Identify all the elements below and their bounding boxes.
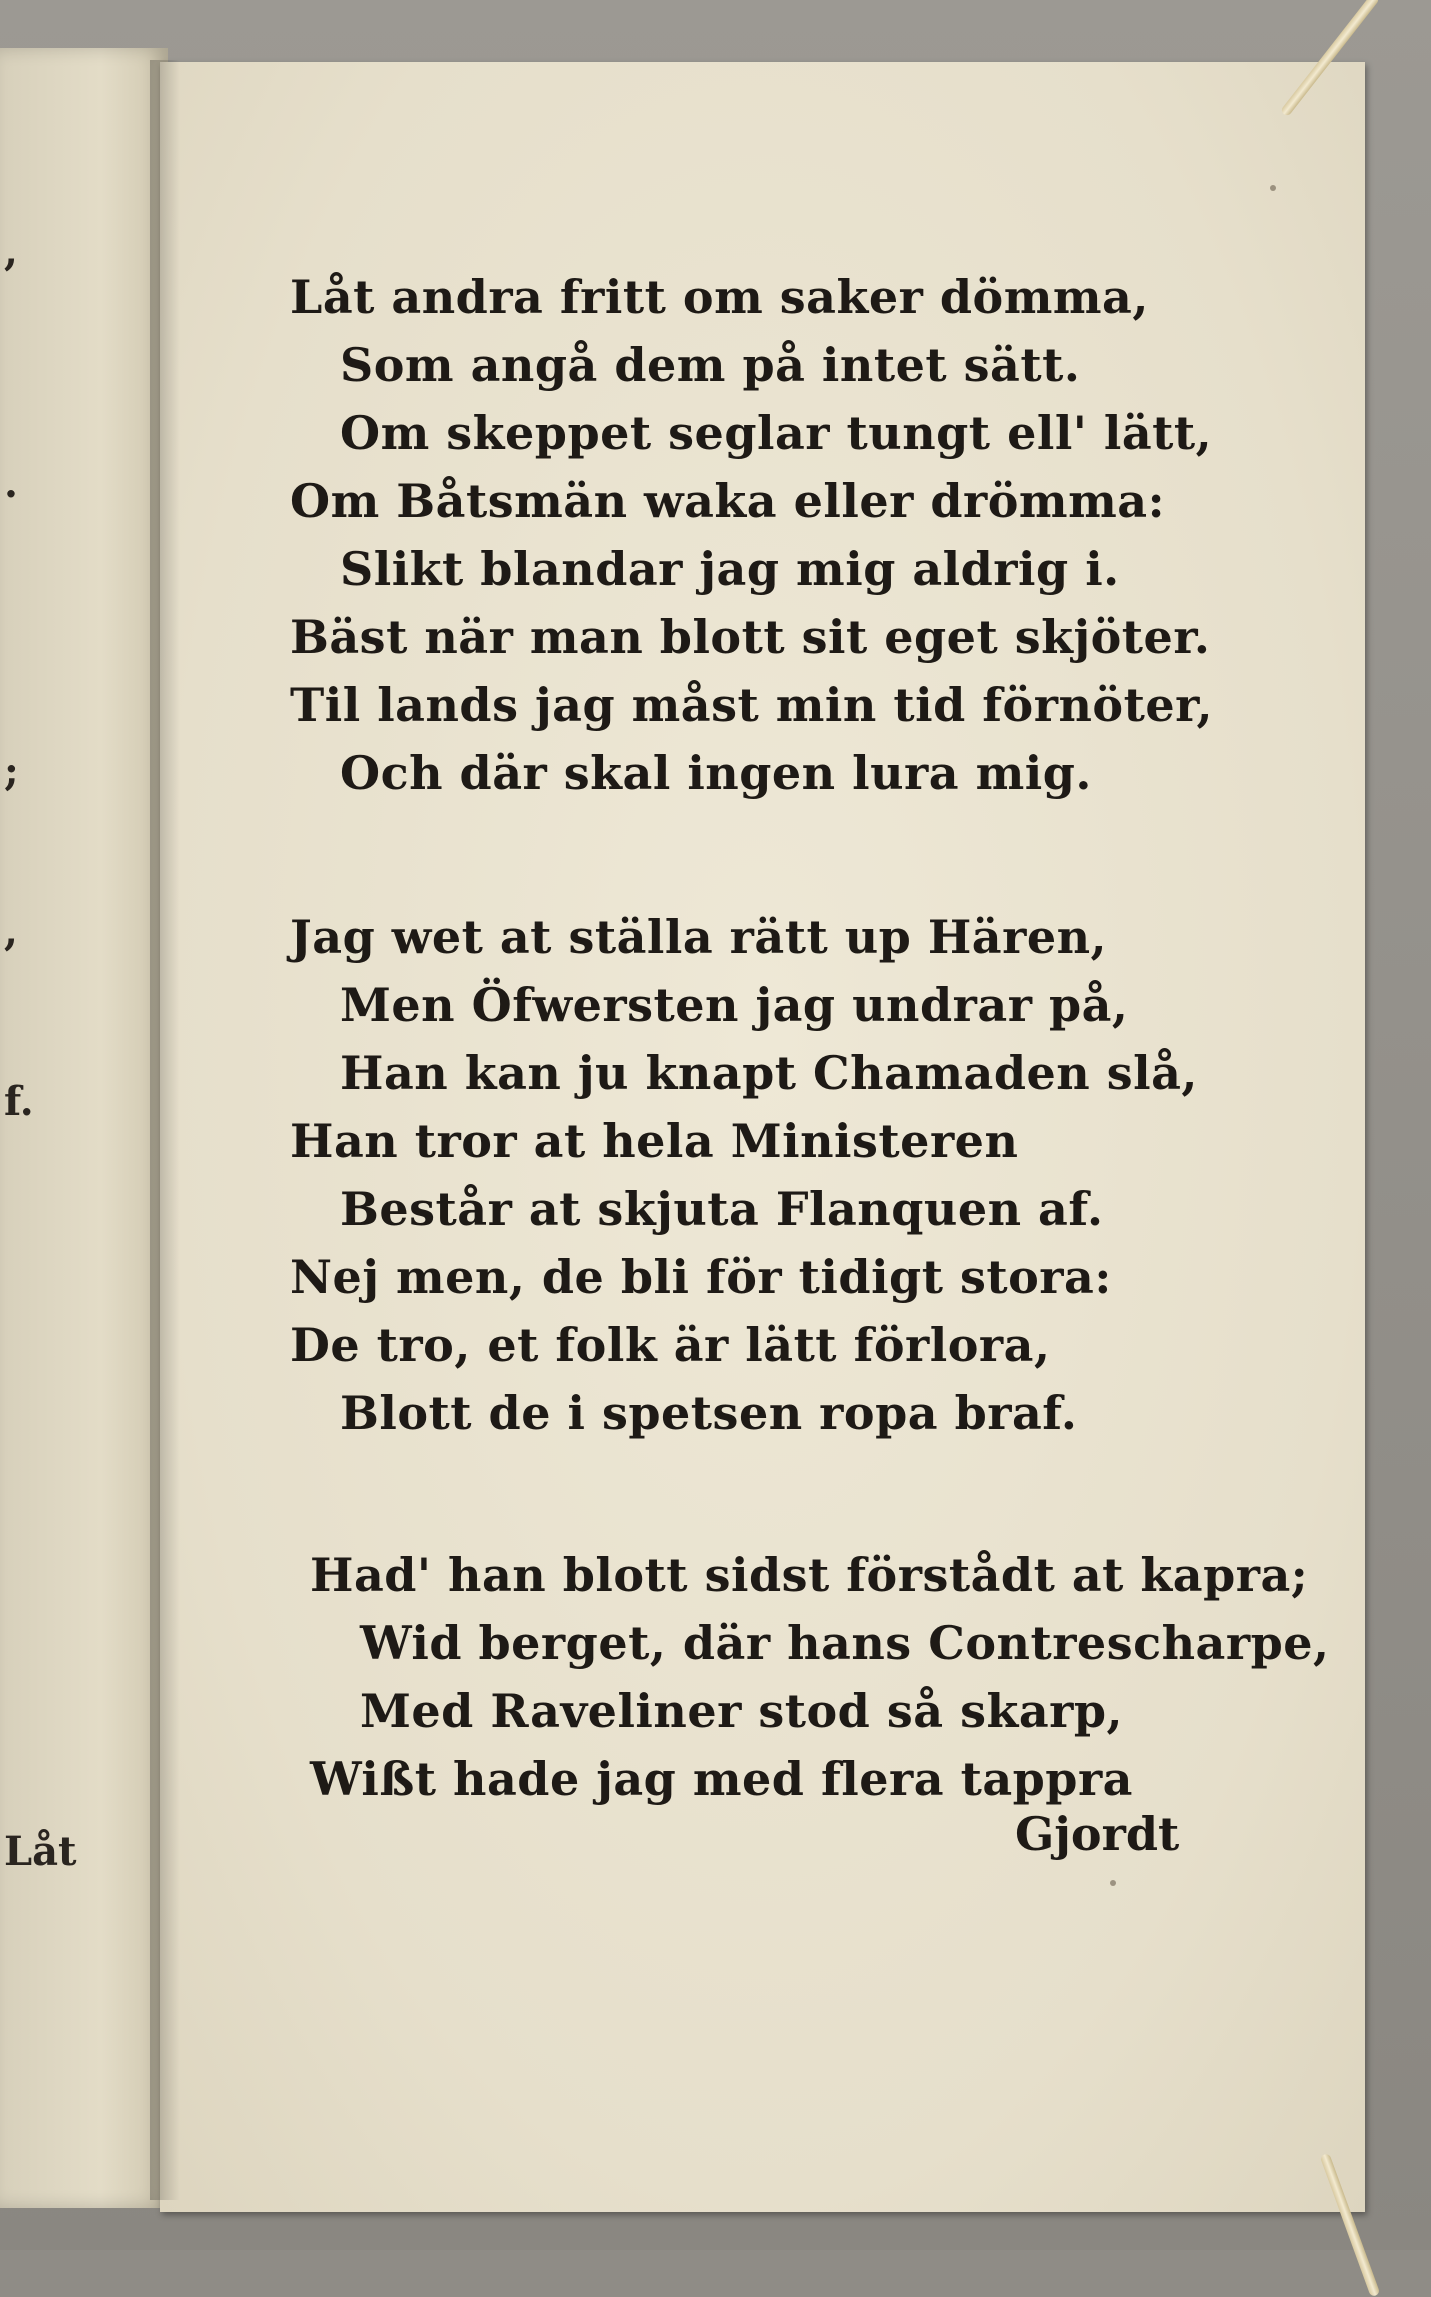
verse-line: Och där skal ingen lura mig.: [340, 746, 1092, 800]
verse-line: Består at skjuta Flanquen af.: [340, 1182, 1104, 1236]
verse-line: Slikt blandar jag mig aldrig i.: [340, 542, 1120, 596]
verse-line: De tro, et folk är lätt förlora,: [290, 1318, 1051, 1372]
verse-line: Han tror at hela Ministeren: [290, 1114, 1019, 1168]
verse-line: Med Raveliner stod så skarp,: [360, 1684, 1124, 1738]
left-fragment: Låt: [4, 1828, 77, 1875]
verse-line: Had' han blott sidst förstådt at kapra;: [310, 1548, 1309, 1602]
verse-line: Som angå dem på intet sätt.: [340, 338, 1081, 392]
left-fragment: ,: [4, 908, 18, 955]
left-fragment: ,: [4, 228, 18, 275]
verse-line: Om skeppet seglar tungt ell' lätt,: [340, 406, 1213, 460]
verse-line: Wißt hade jag med flera tappra: [310, 1752, 1133, 1806]
verse-line: Men Öfwersten jag undrar på,: [340, 978, 1129, 1032]
verse-line: Til lands jag måst min tid förnöter,: [290, 678, 1214, 732]
left-fragment: f.: [4, 1078, 34, 1125]
poem-text: [160, 62, 1365, 2212]
catchword: Gjordt: [1015, 1807, 1180, 1861]
verse-line: Blott de i spetsen ropa braf.: [340, 1386, 1078, 1440]
left-fragment: ;: [4, 748, 19, 795]
verse-line: Låt andra fritt om saker dömma,: [290, 270, 1149, 324]
verse-line: Han kan ju knapt Chamaden slå,: [340, 1046, 1198, 1100]
verse-line: Bäst när man blott sit eget skjöter.: [290, 610, 1211, 664]
verse-line: Jag wet at ställa rätt up Hären,: [290, 910, 1108, 964]
left-page-edge: [0, 48, 168, 2208]
left-fragment: .: [4, 460, 18, 507]
verse-line: Nej men, de bli för tidigt stora:: [290, 1250, 1112, 1304]
verse-line: Wid berget, där hans Contrescharpe,: [360, 1616, 1330, 1670]
verse-line: Om Båtsmän waka eller drömma:: [290, 474, 1166, 528]
